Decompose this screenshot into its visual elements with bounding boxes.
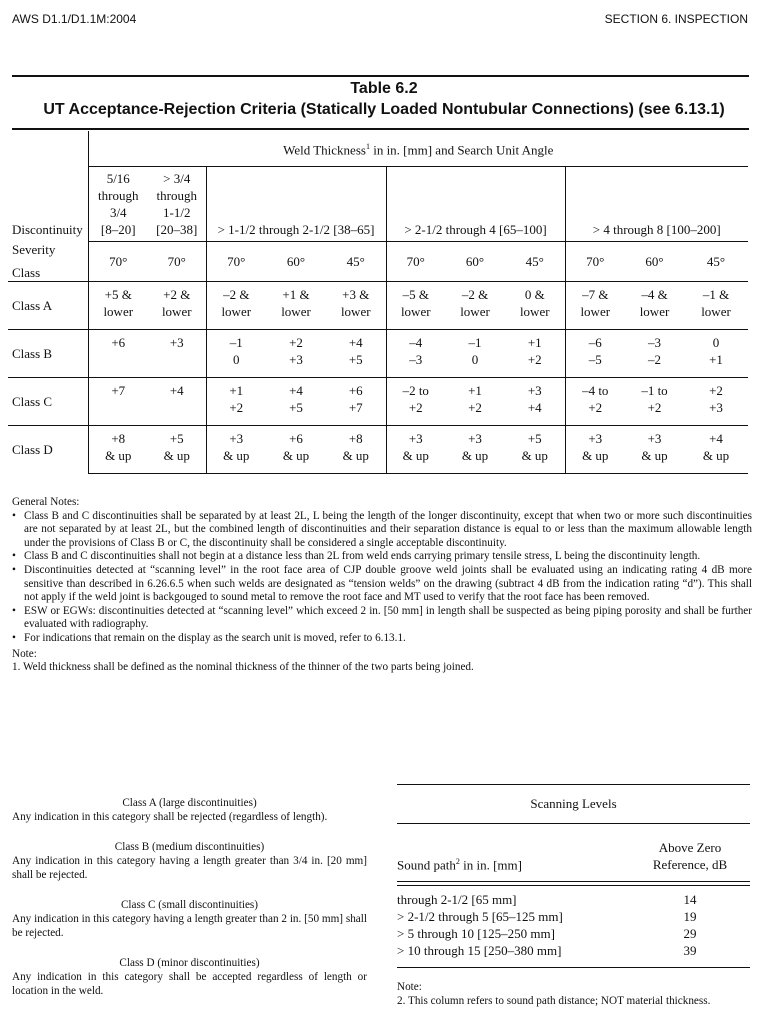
table-title: UT Acceptance-Rejection Criteria (Statically Loaded Nontubular Connections) (see 6.13.1)	[43, 101, 725, 118]
general-notes-list	[12, 510, 752, 646]
class-a-description: Class A (large discontinuities) Any indication in this category shall be rejected (regardless of length).	[12, 797, 328, 823]
note-item: • Discontinuities detected at “scanning level” in the root face area of CJP double groove weld joints shall be evaluated using an indicating rating 4 dB more sensitive than described in 6.26.6.5 when such welds are designated as “tension welds” on the drawing (subtract 4 dB from the indication rating “d”). This shall not apply if the weld joint is backgouged to sound metal to remove the root face and MT used to verify that the root face has been removed.	[12, 564, 752, 605]
general-notes	[12, 496, 752, 675]
document-id: AWS D1.1/D1.1M:2004	[12, 12, 137, 26]
scanning-levels-title: Scanning Levels	[530, 796, 617, 811]
criteria-cell: –5 & lower	[386, 282, 445, 330]
range-1-1-2-to-2-1-2: > 1-1/2 through 2-1/2 [38–65]	[206, 166, 386, 241]
discontinuity-label: Discontinuity	[12, 222, 83, 237]
criteria-cell: –3 –2	[625, 330, 684, 378]
criteria-cell: +6 & up	[266, 426, 326, 474]
criteria-cell: –4 –3	[386, 330, 445, 378]
angle-cell: 70°	[88, 241, 148, 282]
table-number: Table 6.2	[350, 80, 418, 97]
class-c-description: Class C (small discontinuities) Any indication in this category having a length greater than 2 in. [50 mm] shall be rejected.	[12, 899, 367, 939]
angle-cell: 60°	[445, 241, 505, 282]
criteria-cell: +8 & up	[88, 426, 148, 474]
criteria-cell: +1 +2	[505, 330, 565, 378]
criteria-cell: +1 +2	[445, 378, 505, 426]
criteria-cell: –1 to +2	[625, 378, 684, 426]
criteria-cell: –1 0	[206, 330, 266, 378]
criteria-cell: 0 +1	[684, 330, 748, 378]
note-item: • ESW or EGWs: discontinuities detected at “scanning level” which exceed 2 in. [50 mm] in length shall be suspected as being piping porosity and shall be further evaluated with radiography.	[12, 605, 752, 632]
criteria-cell: +5 & up	[148, 426, 206, 474]
class-row	[8, 426, 748, 474]
top-rule	[12, 75, 749, 77]
angle-cell: 45°	[326, 241, 386, 282]
note-heading: Note:	[12, 647, 37, 660]
weld-thickness-header: Weld Thickness$^1$ in in. [mm] and Search Unit Angle	[88, 131, 748, 166]
range-2-1-2-to-4: > 2-1/2 through 4 [65–100]	[386, 166, 565, 241]
scan-row: through 2-1/2 [65 mm] 14	[397, 892, 697, 907]
criteria-cell: –7 & lower	[565, 282, 625, 330]
criteria-cell: –2 to +2	[386, 378, 445, 426]
angle-cell: 60°	[625, 241, 684, 282]
criteria-cell: +6	[88, 330, 148, 378]
range-3-4-to-1-1-2: > 3/4 through 1-1/2 [20–38]	[156, 170, 198, 237]
criteria-cell: +3	[148, 330, 206, 378]
class-name: Class A	[8, 282, 88, 330]
scanning-note: Note: 2. This column refers to sound path distance; NOT material thickness.	[397, 981, 711, 1007]
class-row	[8, 378, 748, 426]
criteria-cell: +3 & up	[206, 426, 266, 474]
criteria-cell: +7	[88, 378, 148, 426]
criteria-cell: +8 & up	[326, 426, 386, 474]
criteria-cell: +1 & lower	[266, 282, 326, 330]
angle-cell: 45°	[505, 241, 565, 282]
criteria-cell: –2 & lower	[445, 282, 505, 330]
class-name: Class D	[8, 426, 88, 474]
note-item: • Class B and C discontinuities shall be separated by at least 2L, L being the length of the longer discontinuity, except that when two or more such discontinuities are not separated by at least 2L, but the combined length of discontinuities and their separation distance is equal to or less than the maximum allowable length under the provisions of Class B or C, the discontinuity shall be considered a single acceptable discontinuity.	[12, 510, 752, 551]
note-item: • Class B and C discontinuities shall not begin at a distance less than 2L from weld ends carrying primary tensile stress, L being the discontinuity length.	[12, 550, 752, 564]
class-row	[8, 330, 748, 378]
range-4-to-8: > 4 through 8 [100–200]	[565, 166, 748, 241]
criteria-cell: –6 –5	[565, 330, 625, 378]
title-rule	[12, 128, 749, 130]
scan-row: > 2-1/2 through 5 [65–125 mm] 19	[397, 909, 697, 924]
general-notes-heading: General Notes:	[12, 496, 80, 508]
criteria-cell: +4 +5	[266, 378, 326, 426]
criteria-cell: +2 & lower	[148, 282, 206, 330]
criteria-cell: +3 & up	[386, 426, 445, 474]
criteria-cell: +4 & up	[684, 426, 748, 474]
acceptance-rejection-table	[8, 131, 748, 474]
criteria-cell: –4 to +2	[565, 378, 625, 426]
criteria-cell: +5 & lower	[88, 282, 148, 330]
scanning-levels-table	[397, 824, 750, 959]
criteria-cell: +4 +5	[326, 330, 386, 378]
criteria-cell: –1 & lower	[684, 282, 748, 330]
section-title: SECTION 6. INSPECTION	[604, 12, 748, 26]
criteria-cell: +4	[148, 378, 206, 426]
scan-row: > 5 through 10 [125–250 mm] 29	[397, 926, 697, 941]
angle-cell: 70°	[386, 241, 445, 282]
criteria-cell: +5 & up	[505, 426, 565, 474]
angle-row	[8, 241, 748, 282]
criteria-cell: –2 & lower	[206, 282, 266, 330]
criteria-cell: +3 & up	[565, 426, 625, 474]
criteria-cell: +1 +2	[206, 378, 266, 426]
class-name: Class B	[8, 330, 88, 378]
criteria-cell: +3 & up	[625, 426, 684, 474]
class-b-description: Class B (medium discontinuities) Any indication in this category having a length greater than 3/4 in. [20 mm] shall be rejected.	[12, 841, 367, 881]
severity-class-label: Severity Class	[12, 242, 56, 280]
sound-path-header: Sound path$^2$ in in. [mm]	[397, 856, 522, 872]
angle-cell: 70°	[148, 241, 206, 282]
criteria-cell: +3 +4	[505, 378, 565, 426]
angle-cell: 45°	[684, 241, 748, 282]
criteria-cell: +2 +3	[266, 330, 326, 378]
footnote-1: 1. Weld thickness shall be defined as the nominal thickness of the thinner of the two parts being joined.	[12, 661, 474, 674]
angle-cell: 70°	[565, 241, 625, 282]
criteria-cell: +2 +3	[684, 378, 748, 426]
scan-row: > 10 through 15 [250–380 mm] 39	[397, 943, 697, 958]
angle-cell: 70°	[206, 241, 266, 282]
db-header: Above Zero Reference, dB	[652, 840, 728, 872]
class-row	[8, 282, 748, 330]
criteria-cell: –4 & lower	[625, 282, 684, 330]
scanning-levels-panel	[397, 784, 750, 1008]
criteria-cell: +3 & lower	[326, 282, 386, 330]
criteria-cell: +3 & up	[445, 426, 505, 474]
class-name: Class C	[8, 378, 88, 426]
angle-cell: 60°	[266, 241, 326, 282]
note-item: • For indications that remain on the display as the search unit is moved, refer to 6.13.1.	[12, 632, 752, 646]
criteria-cell: 0 & lower	[505, 282, 565, 330]
criteria-cell: –1 0	[445, 330, 505, 378]
class-descriptions	[12, 796, 367, 1014]
criteria-cell: +6 +7	[326, 378, 386, 426]
class-d-description: Class D (minor discontinuities) Any indication in this category shall be accepted regardless of length or location in the weld.	[12, 957, 367, 997]
range-5-16-to-3-4: 5/16 through 3/4 [8–20]	[88, 166, 148, 241]
